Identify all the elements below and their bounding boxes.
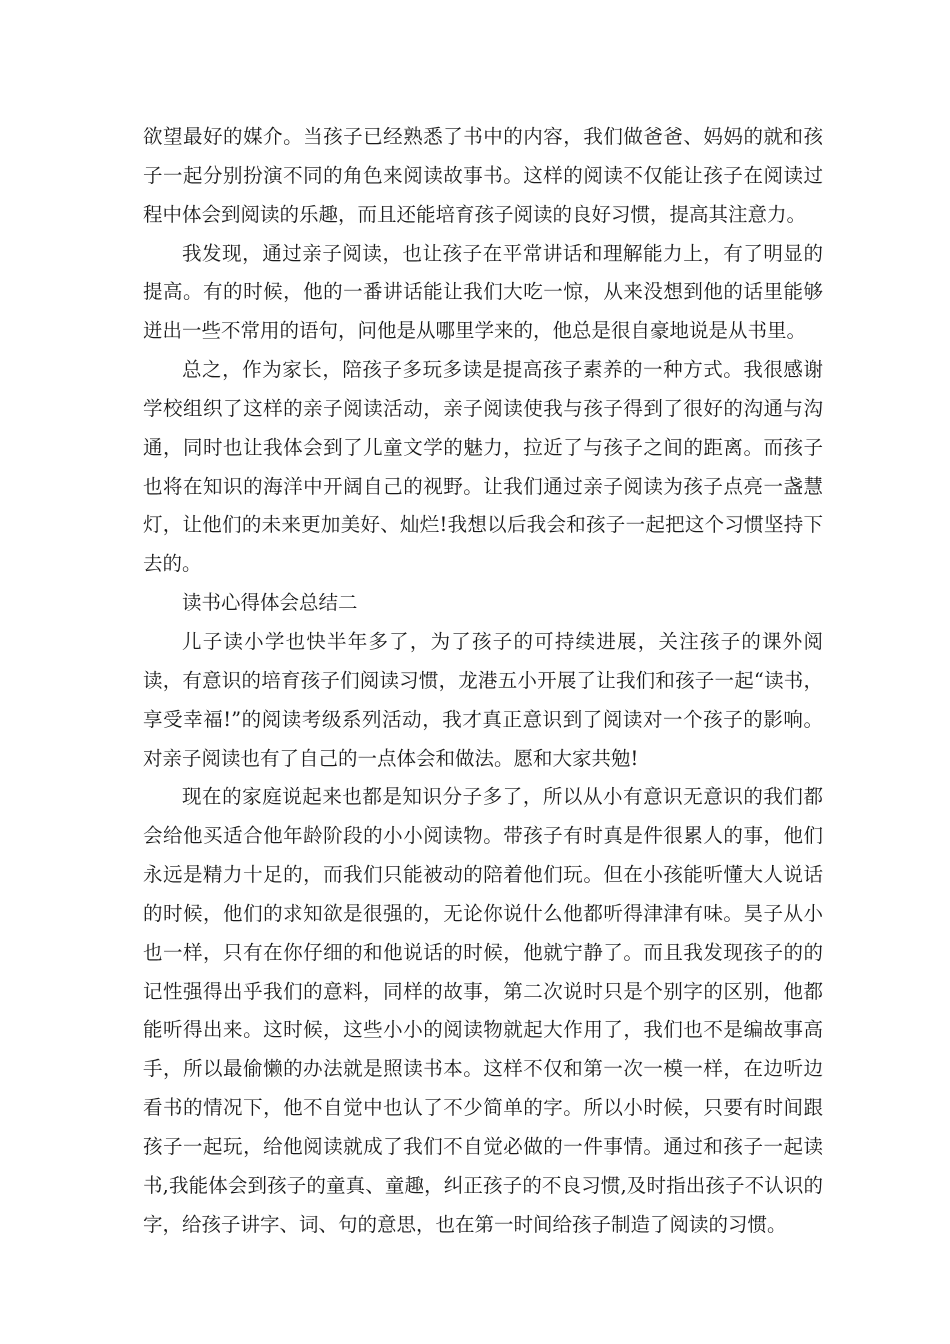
paragraph-conclusion: 总之，作为家长，陪孩子多玩多读是提高孩子素养的一种方式。我很感谢学校组织了这样的亲子阅读活动，亲子阅读使我与孩子得到了很好的沟通与沟通，同时也让我体会到了儿童文学的魅力，拉近了与孩子之间的距离。而孩子也将在知识的海洋中开阔自己的视野。让我们通过亲子阅读为孩子点亮一盏慧灯，让他们的未来更加美好、灿烂!我想以后我会和孩子一起把这个习惯坚持下去的。 bbox=[143, 358, 823, 576]
paragraph-continuation: 欲望最好的媒介。当孩子已经熟悉了书中的内容，我们做爸爸、妈妈的就和孩子一起分别扮演不同的角色来阅读故事书。这样的阅读不仅能让孩子在阅读过程中体会到阅读的乐趣，而且还能培育孩子阅读的良好习惯，提高其注意力。 bbox=[143, 125, 823, 226]
paragraph-intro-second: 儿子读小学也快半年多了，为了孩子的可持续进展，关注孩子的课外阅读，有意识的培育孩子们阅读习惯，龙港五小开展了让我们和孩子一起“读书，享受幸福!”的阅读考级系列活动，我才真正意识到了阅读对一个孩子的影响。对亲子阅读也有了自己的一点体会和做法。愿和大家共勉! bbox=[143, 629, 823, 770]
document-body bbox=[143, 118, 823, 1244]
section-heading: 读书心得体会总结二 bbox=[182, 591, 358, 615]
paragraph-family-reading: 现在的家庭说起来也都是知识分子多了，所以从小有意识无意识的我们都会给他买适合他年龄阶段的小小阅读物。带孩子有时真是件很累人的事，他们永远是精力十足的，而我们只能被动的陪着他们玩。但在小孩能听懂大人说话的时候，他们的求知欲是很强的，无论你说什么他都听得津津有味。昊子从小也一样，只有在你仔细的和他说话的时候，他就宁静了。而且我发现孩子的的记性强得出乎我们的意料，同样的故事，第二次说时只是个别字的区别，他都能听得出来。这时候，这些小小的阅读物就起大作用了，我们也不是编故事高手，所以最偷懒的办法就是照读书本。这样不仅和第一次一模一样，在边听边看书的情况下，他不自觉中也认了不少简单的字。所以小时候，只要有时间跟孩子一起玩，给他阅读就成了我们不自觉必做的一件事情。通过和孩子一起读书,我能体会到孩子的童真、童趣，纠正孩子的不良习惯,及时指出孩子不认识的字，给孩子讲字、词、句的意思，也在第一时间给孩子制造了阅读的习惯。 bbox=[143, 785, 823, 1236]
paragraph-reading-ability: 我发现，通过亲子阅读，也让孩子在平常讲话和理解能力上，有了明显的提高。有的时候，他的一番讲话能让我们大吃一惊，从来没想到他的话里能够迸出一些不常用的语句，问他是从哪里学来的，他总是很自豪地说是从书里。 bbox=[143, 241, 823, 343]
